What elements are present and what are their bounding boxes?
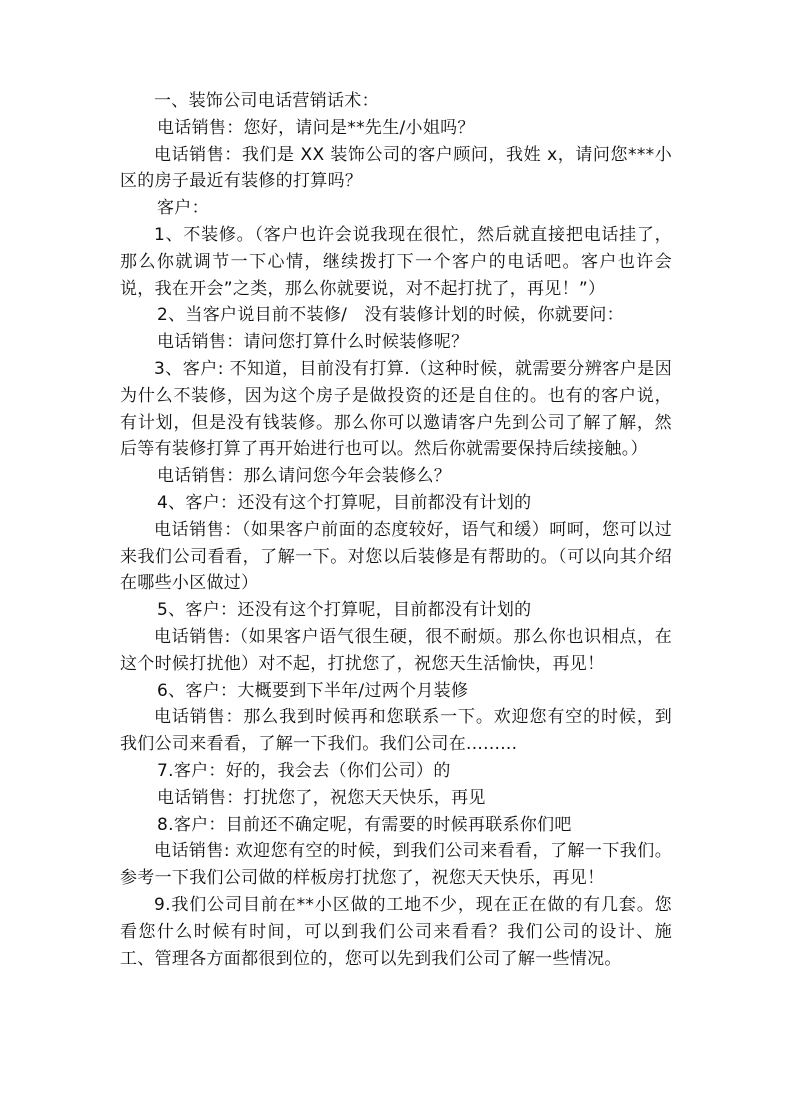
paragraph: 电话销售:（如果客户语气很生硬，很不耐烦。那么你也识相点，在这个时候打扰他）对不起，打扰您了，祝您天生活愉快，再见！ [120,626,672,674]
section-heading: 一、装饰公司电话营销话术： [154,91,379,111]
paragraph: 电话销售: 欢迎您有空的时候，到我们公司来看看，了解一下我们。参考一下我们公司做的样板房打扰您了，祝您天天快乐，再见！ [120,841,672,889]
paragraph: 8.客户：目前还不确定呢，有需要的时候再联系你们吧 [157,814,572,835]
paragraph: 电话销售：那么请问您今年会装修么？ [157,466,452,487]
paragraph: 客户： [157,198,209,219]
paragraph: 电话销售：打扰您了，祝您天天快乐，再见 [157,787,486,808]
paragraph: 4、客户：还没有这个打算呢，目前都没有计划的 [157,492,532,513]
paragraph: 9.我们公司目前在**小区做的工地不少，现在正在做的有几套。您看您什么时候有时间，可以到我们公司来看看？我们公司的设计、施工、管理各方面都很到位的，您可以先到我们公司了解一些情况。 [120,894,672,969]
paragraph: 电话销售：我们是 XX 装饰公司的客户顾问，我姓 x，请问您***小区的房子最近有装修的打算吗？ [120,144,672,192]
document-body [120,88,672,972]
paragraph: 电话销售：（如果客户前面的态度较好，语气和缓）呵呵，您可以过来我们公司看看，了解一下。对您以后装修是有帮助的。（可以向其介绍在哪些小区做过） [120,519,672,594]
paragraph: 电话销售：请问您打算什么时候装修呢？ [157,332,469,353]
paragraph: 3、客户: 不知道，目前没有打算.（这种时候，就需要分辨客户是因为什么不装修，因为这个房子是做投资的还是自住的。也有的客户说，有计划，但是没有钱装修。那么你可以邀请客户先到公司了解了解，然后等有装修打算了再开始进行也可以。然后你就需要保持后续接触。） [120,358,672,460]
paragraph: 电话销售：那么我到时候再和您联系一下。欢迎您有空的时候，到我们公司来看看，了解一下我们。我们公司在......... [120,707,672,755]
paragraph: 6、客户：大概要到下半年/过两个月装修 [157,680,469,701]
paragraph: 5、客户：还没有这个打算呢，目前都没有计划的 [157,600,532,621]
paragraph: 7.客户：好的，我会去（你们公司）的 [157,760,451,781]
paragraph: 电话销售：您好，请问是**先生/小姐吗？ [157,117,475,138]
paragraph: 2、当客户说目前不装修/ 没有装修计划的时候，你就要问： [157,305,624,326]
paragraph: 1、不装修。（客户也许会说我现在很忙，然后就直接把电话挂了，那么你就调节一下心情，继续拨打下一个客户的电话吧。客户也许会说，我在开会”之类，那么你就要说，对不起打扰了，再见！”） [120,224,672,299]
